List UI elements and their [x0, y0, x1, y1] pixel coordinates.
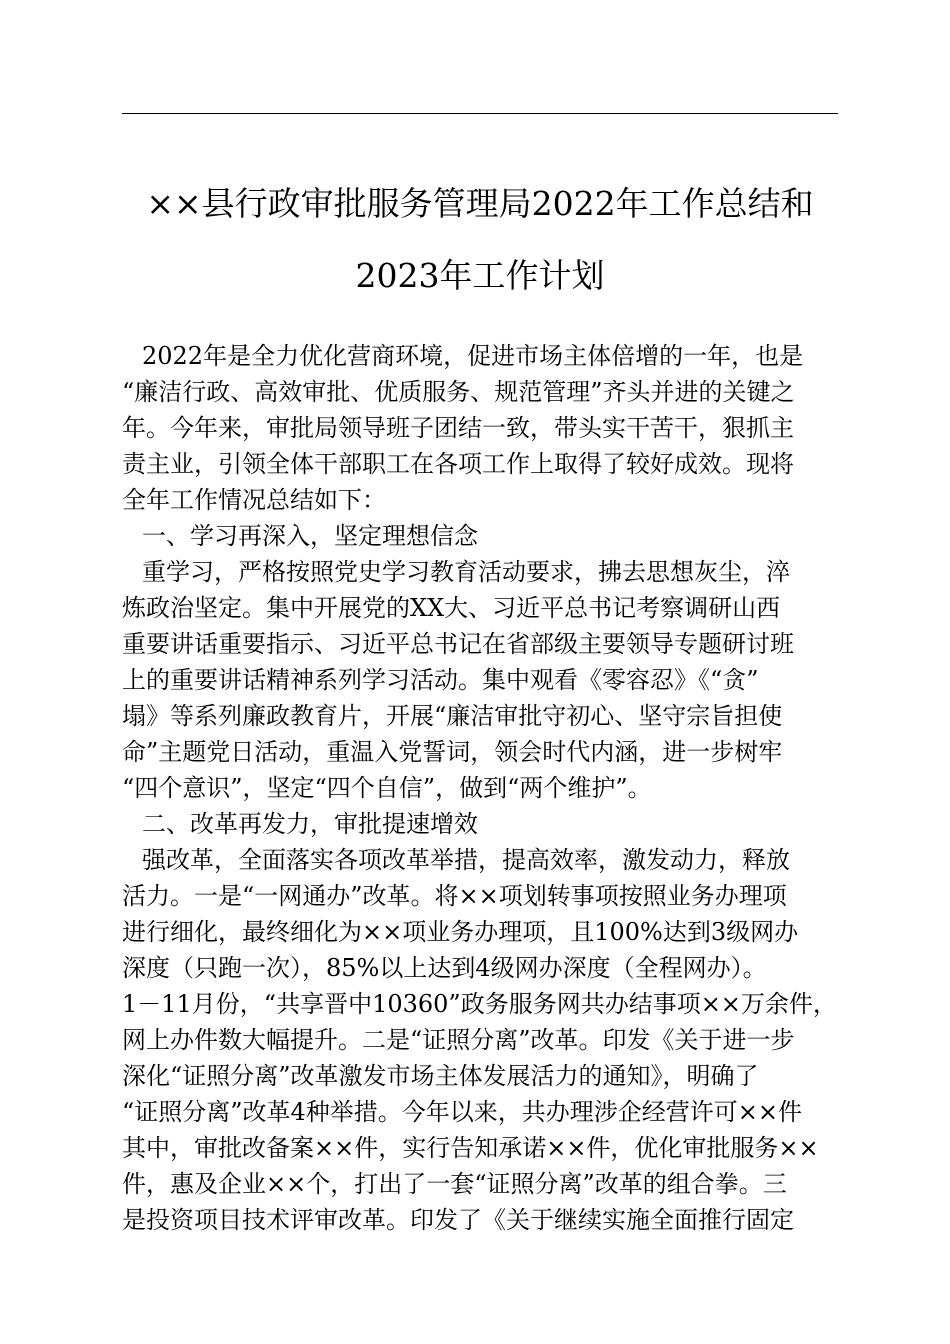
paragraph-intro-line: 全年工作情况总结如下： — [122, 486, 386, 514]
paragraph-reform-line: 1－11月份，“共享晋中10360”政务服务网共办结事项××万余件， — [122, 990, 837, 1018]
paragraph-reform-line: 件，惠及企业××个，打出了一套“证照分离”改革的组合拳。三 — [122, 1170, 787, 1198]
paragraph-reform-line: 深度（只跑一次），85%以上达到4级网办深度（全程网办）。 — [122, 954, 767, 982]
paragraph-intro-line: 责主业，引领全体干部职工在各项工作上取得了较好成效。现将 — [122, 450, 794, 478]
paragraph-intro-line: “廉洁行政、高效审批、优质服务、规范管理”齐头并进的关键之 — [122, 378, 795, 406]
paragraph-reform-line: 网上办件数大幅提升。二是“证照分离”改革。印发《关于进一步 — [122, 1026, 795, 1054]
header-divider — [122, 113, 838, 114]
paragraph-reform-line: 其中，审批改备案××件，实行告知承诺××件，优化审批服务×× — [122, 1134, 819, 1162]
paragraph-reform-line: 强改革，全面落实各项改革举措，提高效率，激发动力，释放 — [142, 846, 790, 874]
paragraph-intro-line: 2022年是全力优化营商环境，促进市场主体倍增的一年，也是 — [142, 342, 804, 370]
paragraph-study-line: 上的重要讲话精神系列学习活动。集中观看《零容忍》《“贪” — [122, 666, 759, 694]
paragraph-intro-line: 年。今年来，审批局领导班子团结一致，带头实干苦干，狠抓主 — [122, 414, 794, 442]
section-heading-1: 一、学习再深入，坚定理想信念 — [142, 522, 478, 550]
title-line-1: ××县行政审批服务管理局2022年工作总结和 — [146, 184, 814, 223]
paragraph-study-line: 炼政治坚定。集中开展党的XX大、习近平总书记考察调研山西 — [122, 594, 781, 622]
document-title — [110, 168, 850, 312]
paragraph-reform-line: 进行细化，最终细化为××项业务办理项，且100%达到3级网办 — [122, 918, 799, 946]
paragraph-reform-line: 活力。一是“一网通办”改革。将××项划转事项按照业务办理项 — [122, 882, 787, 910]
paragraph-reform-line: 深化“证照分离”改革激发市场主体发展活力的通知》，明确了 — [122, 1062, 759, 1090]
paragraph-reform-line: 是投资项目技术评审改革。印发了《关于继续实施全面推行固定 — [122, 1206, 794, 1234]
title-line-2: 2023年工作计划 — [355, 256, 605, 295]
paragraph-study-line: 塌》等系列廉政教育片，开展“廉洁审批守初心、坚守宗旨担使 — [122, 702, 783, 730]
paragraph-reform-line: “证照分离”改革4种举措。今年以来，共办理涉企经营许可××件 — [122, 1098, 803, 1126]
paragraph-study-line: 命”主题党日活动，重温入党誓词，领会时代内涵，进一步树牢 — [122, 738, 783, 766]
section-heading-2: 二、改革再发力，审批提速增效 — [142, 810, 478, 838]
paragraph-study-line: “四个意识”，坚定“四个自信”，做到“两个维护”。 — [122, 774, 652, 802]
paragraph-study-line: 重要讲话重要指示、习近平总书记在省部级主要领导专题研讨班 — [122, 630, 794, 658]
document-body — [122, 338, 838, 1238]
paragraph-study-line: 重学习，严格按照党史学习教育活动要求，拂去思想灰尘，淬 — [142, 558, 790, 586]
